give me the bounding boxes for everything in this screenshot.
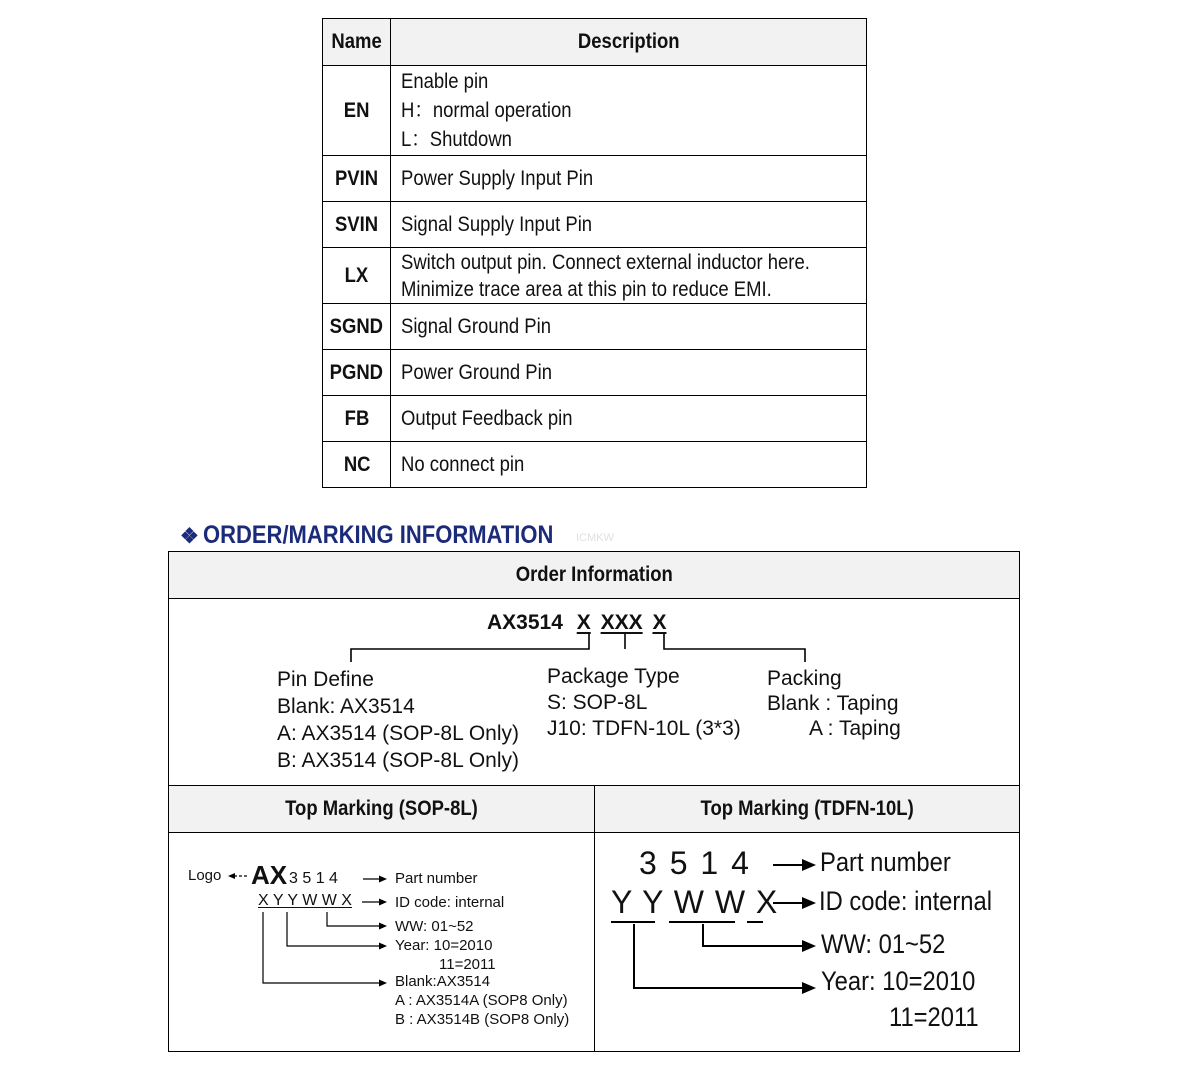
pin-name: NC [323, 442, 391, 488]
section-heading [180, 521, 601, 550]
tdfn-marking-header: Top Marking (TDFN-10L) [595, 786, 1019, 833]
package-type-title: Package Type [547, 665, 680, 688]
code-packing: X [652, 611, 667, 634]
code-package-type: XXX [600, 611, 643, 634]
pin-define-block: Pin Define Blank: AX3514 A: AX3514 (SOP-8L Only) B: AX3514 (SOP-8L Only) [277, 668, 520, 772]
table-row [323, 396, 867, 442]
order-marking-box [168, 551, 1020, 1052]
table-header-row [323, 19, 867, 66]
pin-name: PVIN [323, 156, 391, 202]
table-row [323, 202, 867, 248]
pin-name: PGND [323, 350, 391, 396]
tdfn-part-number-label: Part number [820, 847, 951, 877]
pin-name: EN [323, 66, 391, 156]
tdfn-year-label-2: 11=2011 [889, 1002, 979, 1032]
sop-blank-label: Blank:AX3514 [395, 973, 491, 990]
tdfn-marking-arrows [169, 552, 1019, 1052]
packing-title: Packing [767, 667, 842, 690]
column-header-name: Name [323, 19, 391, 66]
column-header-description: Description [391, 19, 867, 66]
pin-description: Enable pin H：normal operation L：Shutdown [391, 66, 867, 156]
pin-description: Signal Ground Pin [391, 304, 867, 350]
watermark: ICMKW [576, 532, 614, 544]
section-title: ORDER/MARKING INFORMATION [202, 521, 554, 549]
order-information-header: Order Information [169, 552, 1019, 599]
pin-name: SVIN [323, 202, 391, 248]
pin-name: SGND [323, 304, 391, 350]
sop-id-code-label: ID code: internal [395, 894, 505, 911]
sop-b-label: B : AX3514B (SOP8 Only) [395, 1011, 570, 1028]
pin-description: Switch output pin. Connect external inductor here. Minimize trace area at this pin to reduce EMI. [391, 248, 867, 304]
pin-description: Signal Supply Input Pin [391, 202, 867, 248]
tdfn-year-label: Year: 10=2010 [821, 966, 976, 996]
sop-part-number-label: Part number [395, 870, 478, 887]
tdfn-part-digits: 3 5 1 4 [639, 845, 751, 881]
sop-a-label: A : AX3514A (SOP8 Only) [395, 992, 568, 1009]
table-row [323, 248, 867, 304]
table-row [323, 442, 867, 488]
pin-description: Output Feedback pin [391, 396, 867, 442]
table-row [323, 66, 867, 156]
logo-label: Logo [188, 867, 222, 884]
logo-mark: AX [251, 860, 288, 890]
pin-description-table [322, 18, 867, 488]
table-row [323, 304, 867, 350]
sop8-marking-header: Top Marking (SOP-8L) [169, 786, 594, 833]
tdfn-code-line: Y Y W W X [611, 884, 779, 920]
sop-code-line: X Y Y W W X [258, 892, 352, 909]
pin-description: Power Supply Input Pin [391, 156, 867, 202]
tdfn-ww-label: WW: 01~52 [821, 929, 946, 959]
sop-part-digits: 3 5 1 4 [289, 870, 338, 887]
part-prefix: AX3514 [487, 611, 563, 634]
diamond-bullet-icon: ❖ [180, 525, 199, 548]
sop-ww-label: WW: 01~52 [395, 918, 474, 935]
pin-description: No connect pin [391, 442, 867, 488]
table-row [323, 350, 867, 396]
sop-year-label: Year: 10=2010 [395, 937, 493, 954]
sop-year-label-2: 11=2011 [439, 956, 496, 973]
pin-name: LX [323, 248, 391, 304]
pin-define-title: Pin Define [277, 668, 374, 691]
pin-name: FB [323, 396, 391, 442]
packing-block: Packing Blank : Taping A : Taping [767, 667, 901, 740]
code-package-letter: X [576, 611, 591, 634]
table-row [323, 156, 867, 202]
package-type-block: Package Type S: SOP-8L J10: TDFN-10L (3*3) [547, 665, 741, 740]
pin-description: Power Ground Pin [391, 350, 867, 396]
tdfn-id-code-label: ID code: internal [819, 886, 993, 916]
